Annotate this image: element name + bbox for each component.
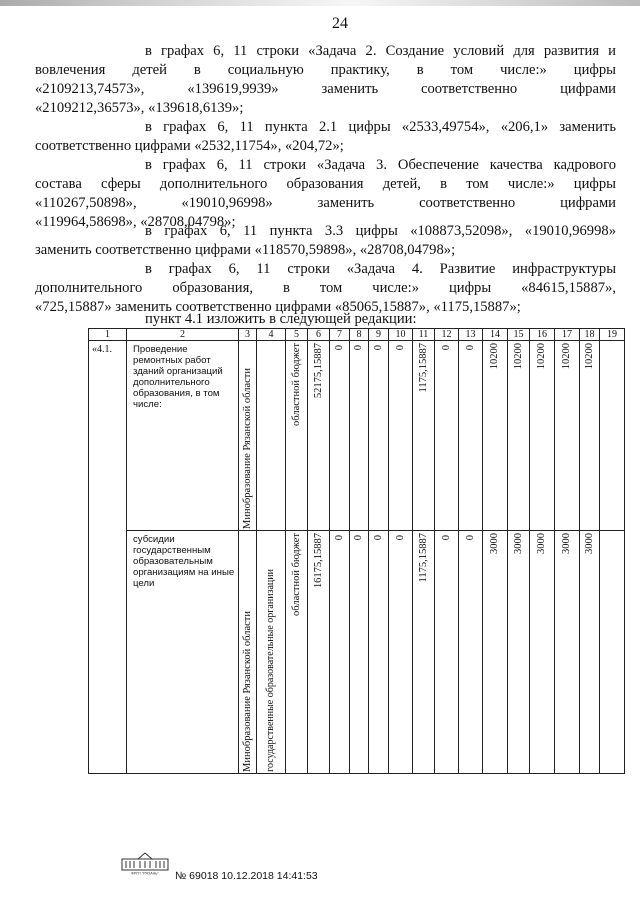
column-number-row — [89, 329, 625, 341]
building-stamp — [120, 851, 170, 875]
value-cell — [413, 531, 435, 774]
text-line: в графах 6, 11 пункта 3.3 цифры «108873,52098», «19010,96998» — [145, 223, 616, 239]
value: 3000 — [583, 533, 595, 554]
value-cell — [580, 341, 600, 531]
value: 0 — [353, 535, 364, 541]
program-table — [88, 328, 625, 774]
value-cell — [530, 341, 555, 531]
activity-name: субсидии государственным образовательным организациям на иные цели — [133, 534, 235, 589]
text-line: заменить соответственно цифрами «118570,59898», «28708,04798»; — [35, 242, 456, 258]
value: 0 — [372, 345, 384, 351]
activity-name-cell — [127, 341, 239, 531]
document-registration-info: № 69018 10.12.2018 14:41:53 — [175, 870, 318, 882]
value-cell — [600, 341, 625, 531]
executor: Минобразование Рязанской области — [241, 368, 253, 529]
value-cell — [369, 341, 389, 531]
total-cell — [308, 341, 330, 531]
text-line: пункт 4.1 изложить в следующей редакции: — [145, 311, 417, 327]
text-line: «110267,50898», «19010,96998» заменить соответственно цифрами — [35, 195, 616, 211]
text-line: «725,15887» заменить соответственно цифрами «85065,15887», «1175,15887»; — [35, 299, 521, 315]
stamp-caption: ФРГП "РЯЗАНЬ" — [131, 871, 159, 875]
total-value: 16175,15887 — [312, 533, 324, 589]
value: 0 — [440, 345, 452, 351]
value: 1175,15887 — [417, 343, 429, 393]
value: 0 — [394, 535, 406, 541]
text-line: «2109212,36573», «139618,6139»; — [35, 100, 244, 116]
row-id-cell — [89, 341, 127, 774]
table-row — [89, 531, 625, 774]
value: 0 — [394, 345, 406, 351]
total-value: 52175,15887 — [312, 343, 324, 399]
column-number: 7 — [330, 329, 350, 341]
value: 10200 — [536, 343, 547, 370]
value-cell — [389, 341, 413, 531]
paragraph-task4 — [35, 260, 616, 317]
column-number: 13 — [459, 329, 483, 341]
value: 3000 — [561, 533, 572, 554]
page-number: 24 — [332, 15, 348, 32]
column-number: 1 — [89, 329, 127, 341]
row-id: «4.1. — [92, 344, 112, 355]
value-cell — [350, 531, 369, 774]
column-number: 9 — [369, 329, 389, 341]
value-cell — [580, 531, 600, 774]
value: 10200 — [561, 343, 572, 370]
column-number: 5 — [286, 329, 308, 341]
value: 3000 — [512, 533, 524, 554]
value-cell — [330, 531, 350, 774]
column-number: 6 — [308, 329, 330, 341]
text-line: состава сферы дополнительного образования детей, в том числе:» цифры — [35, 176, 616, 192]
column-number: 16 — [530, 329, 555, 341]
value-cell — [435, 341, 459, 531]
paragraph-task2 — [35, 42, 616, 118]
value-cell — [483, 341, 508, 531]
value-cell — [459, 341, 483, 531]
value-cell — [530, 531, 555, 774]
value-cell — [435, 531, 459, 774]
value-cell — [413, 341, 435, 531]
executor-cell — [239, 531, 257, 774]
value-cell — [600, 531, 625, 774]
value: 0 — [440, 535, 452, 541]
column-number: 19 — [600, 329, 625, 341]
value: 0 — [333, 535, 345, 541]
value-cell — [508, 531, 530, 774]
text-line: дополнительного образования, в том числе:» цифры «84615,15887», — [35, 280, 616, 296]
value: 10200 — [583, 343, 595, 370]
value-cell — [555, 341, 580, 531]
activity-name: Проведение ремонтных работ зданий организаций дополнительного образования, в том числе: — [133, 344, 223, 410]
participant-cell — [257, 531, 286, 774]
source-cell — [286, 531, 308, 774]
column-number: 15 — [508, 329, 530, 341]
column-number: 12 — [435, 329, 459, 341]
column-number: 14 — [483, 329, 508, 341]
value: 0 — [333, 345, 345, 351]
executor-cell — [239, 341, 257, 531]
value: 0 — [372, 535, 384, 541]
participant-cell — [257, 341, 286, 531]
value-cell — [369, 531, 389, 774]
value: 3000 — [489, 533, 500, 554]
value-cell — [330, 341, 350, 531]
value-cell — [508, 341, 530, 531]
text-line: в графах 6, 11 пункта 2.1 цифры «2533,49754», «206,1» заменить — [145, 119, 616, 135]
source-cell — [286, 341, 308, 531]
column-number: 10 — [389, 329, 413, 341]
paragraph-task3 — [35, 156, 616, 232]
value: 0 — [353, 345, 364, 351]
text-line: «119964,58698», «28708,04798»; — [35, 214, 236, 230]
participant: государственные образовательные организации — [265, 569, 276, 772]
column-number: 8 — [350, 329, 369, 341]
value-cell — [483, 531, 508, 774]
activity-name-cell — [127, 531, 239, 774]
value: 0 — [464, 535, 476, 541]
column-number: 3 — [239, 329, 257, 341]
column-number: 18 — [580, 329, 600, 341]
text-line: в графах 6, 11 строки «Задача 2. Создание условий для развития и — [145, 43, 616, 59]
building-stamp-icon — [120, 851, 170, 875]
text-line: «2109213,74573», «139619,9939» заменить соответственно цифрами — [35, 81, 616, 97]
value-cell — [389, 531, 413, 774]
value-cell — [555, 531, 580, 774]
column-number: 17 — [555, 329, 580, 341]
funding-source: областной бюджет — [290, 343, 302, 426]
scan-edge — [0, 0, 640, 6]
value: 1175,15887 — [417, 533, 429, 583]
value: 3000 — [536, 533, 547, 554]
funding-source: областной бюджет — [290, 533, 302, 616]
column-number: 2 — [127, 329, 239, 341]
value: 0 — [464, 345, 476, 351]
column-number: 4 — [257, 329, 286, 341]
paragraph-item-4-1-intro — [145, 310, 445, 329]
value-cell — [350, 341, 369, 531]
text-line: в графах 6, 11 строки «Задача 4. Развитие инфраструктуры — [145, 261, 616, 277]
total-cell — [308, 531, 330, 774]
value: 10200 — [489, 343, 500, 370]
executor: Минобразование Рязанской области — [241, 611, 253, 772]
text-line: в графах 6, 11 строки «Задача 3. Обеспечение качества кадрового — [145, 157, 616, 173]
value-cell — [459, 531, 483, 774]
paragraph-item-2-1 — [35, 118, 616, 156]
text-line: соответственно цифрами «2532,11754», «204,72»; — [35, 138, 344, 154]
text-line: вовлечения детей в социальную практику, в том числе:» цифры — [35, 62, 616, 78]
table-row — [89, 341, 625, 531]
value: 10200 — [512, 343, 524, 370]
column-number: 11 — [413, 329, 435, 341]
